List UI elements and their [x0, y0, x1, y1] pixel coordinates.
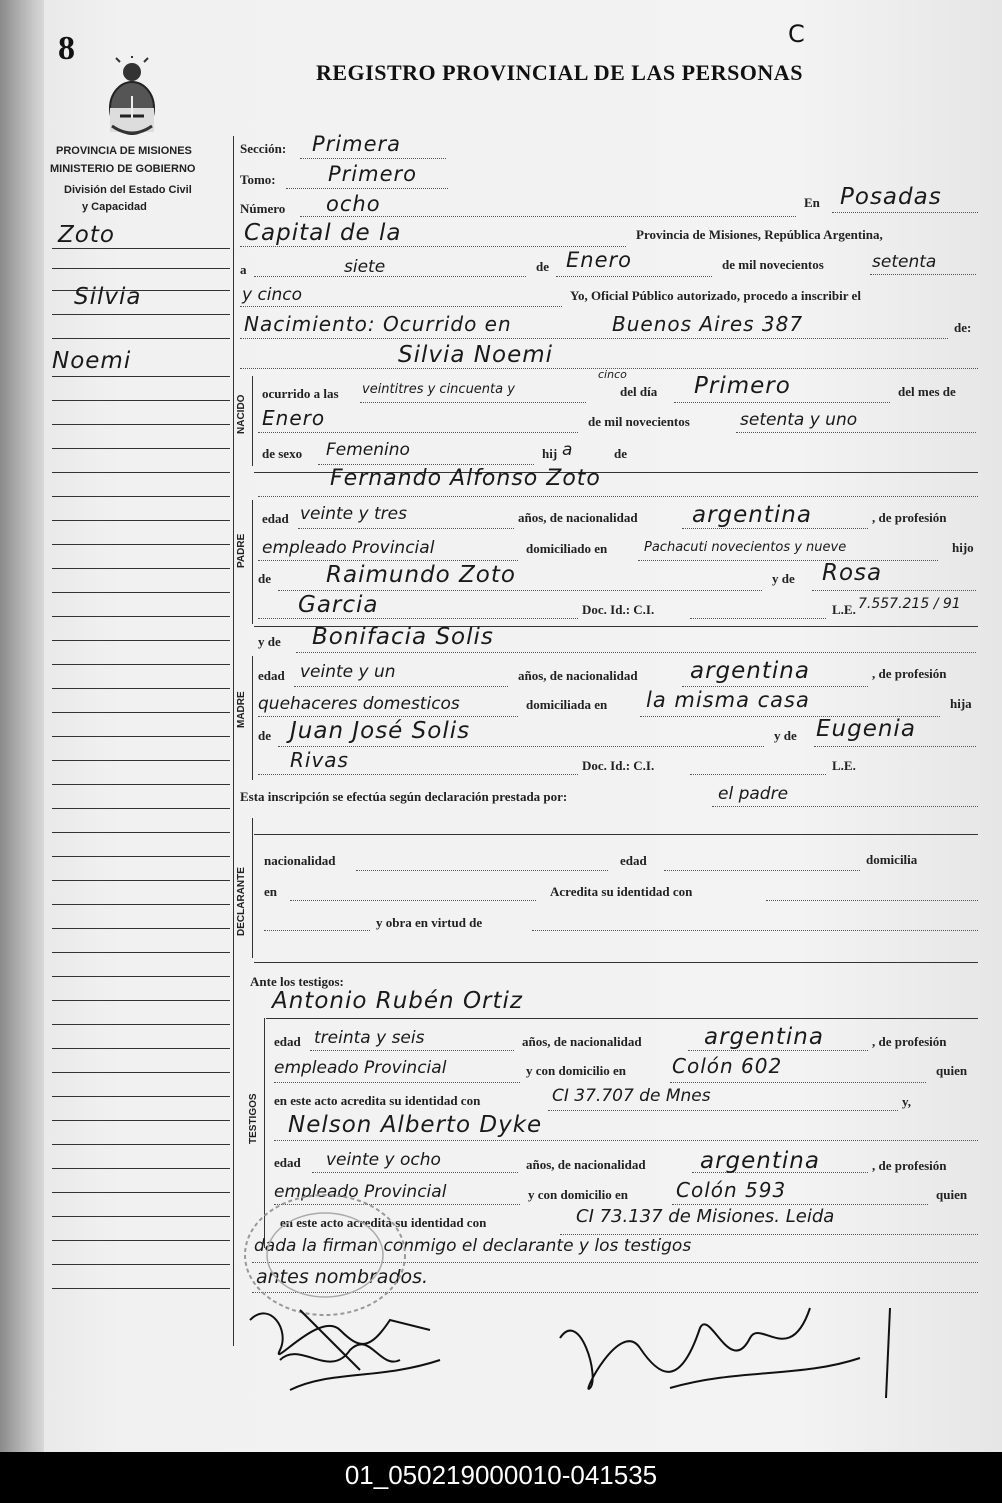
- de-sexo-label: de sexo: [262, 446, 303, 461]
- con-domicilio2-label: y con domicilio en: [528, 1187, 629, 1202]
- doc-id2-label: Doc. Id.: C.I.: [582, 758, 655, 773]
- ante-testigos-label: Ante los testigos:: [250, 974, 344, 989]
- capital-value: Capital de la: [244, 220, 402, 246]
- document-title: REGISTRO PROVINCIAL DE LAS PERSONAS: [316, 60, 803, 85]
- en-value: Posadas: [840, 184, 942, 210]
- obra-label: y obra en virtud de: [376, 915, 483, 930]
- madre-dom-value: la misma casa: [646, 688, 810, 712]
- signature-right: [540, 1288, 900, 1408]
- y-de2-label: y de: [258, 634, 281, 649]
- hora-sup-value: cinco: [598, 368, 627, 381]
- de-profesion-label: , de profesión: [872, 510, 947, 525]
- anio-nac-value: setenta y uno: [740, 410, 858, 430]
- a-value: siete: [344, 257, 386, 277]
- seccion-label: Sección:: [240, 141, 287, 156]
- t1-prof-value: empleado Provincial: [274, 1058, 447, 1078]
- padre-dom-value: Pachacuti novecientos y nueve: [644, 540, 847, 555]
- numero-label: Número: [240, 201, 286, 216]
- de3-label: de: [258, 571, 271, 586]
- ocurrido-label: ocurrido a las: [262, 386, 339, 401]
- edad2-label: edad: [258, 668, 285, 683]
- domiciliado-label: domiciliado en: [526, 541, 608, 556]
- corner-mark: C: [788, 20, 805, 48]
- de-mil-label: de mil novecientos: [722, 257, 824, 272]
- tomo-label: Tomo:: [240, 172, 276, 187]
- en2-label: en: [264, 884, 277, 899]
- anio-value: setenta: [872, 252, 937, 272]
- t1-ci-value: CI 37.707 de Mnes: [552, 1086, 711, 1106]
- hija-label: hija: [950, 696, 972, 711]
- anos-nac2-label: años, de nacionalidad: [518, 668, 638, 683]
- padre-edad-value: veinte y tres: [300, 504, 407, 524]
- seccion-value: Primera: [312, 132, 402, 156]
- t1-dom-value: Colón 602: [672, 1054, 783, 1078]
- de4-label: de: [258, 728, 271, 743]
- de2-label: de: [614, 446, 627, 461]
- abuela-value: Rosa: [822, 560, 883, 586]
- margin-first-name: Silvia: [74, 284, 142, 310]
- hij-suffix-value: a: [562, 440, 573, 460]
- signature-left: [240, 1290, 470, 1410]
- y-label: y,: [902, 1094, 912, 1109]
- acredita3-label: en este acto acredita su identidad con: [280, 1215, 487, 1230]
- madre-prof-value: quehaceres domesticos: [258, 694, 460, 714]
- cierre2-value: antes nombrados.: [256, 1266, 429, 1288]
- testigo2-value: Nelson Alberto Dyke: [288, 1112, 543, 1138]
- t2-nac-value: argentina: [700, 1148, 820, 1174]
- t1-nac-value: argentina: [704, 1024, 824, 1050]
- abuela-m-value: Eugenia: [816, 716, 916, 742]
- nombre-value: Silvia Noemi: [398, 342, 554, 368]
- de-mil2-label: de mil novecientos: [588, 414, 690, 429]
- sexo-value: Femenino: [326, 440, 410, 460]
- y-de-label: y de: [772, 571, 795, 586]
- office-line-1: PROVINCIA DE MISIONES: [56, 145, 192, 157]
- padre-le-value: 7.557.215 / 91: [858, 596, 961, 612]
- book-spine: [0, 0, 44, 1452]
- dia-value: Primero: [694, 373, 791, 399]
- hora-value: veintitres y cincuenta y: [362, 382, 515, 397]
- y-de3-label: y de: [774, 728, 797, 743]
- a-label: a: [240, 262, 247, 277]
- padre-nac-value: argentina: [692, 502, 812, 528]
- anos-nac4-label: años, de nacionalidad: [526, 1157, 646, 1172]
- numero-value: ocho: [326, 192, 381, 216]
- mes-nac-value: Enero: [262, 406, 326, 430]
- domicilia-label: domicilia: [866, 852, 918, 867]
- de-profesion3-label: , de profesión: [872, 1034, 947, 1049]
- de-profesion4-label: , de profesión: [872, 1158, 947, 1173]
- del-dia-label: del día: [620, 384, 658, 399]
- declarante-value: el padre: [718, 784, 789, 804]
- hij-label: hij: [542, 446, 558, 461]
- abuelo-value: Raimundo Zoto: [326, 562, 516, 588]
- inscripcion-label: Esta inscripción se efectúa según declaración prestada por:: [240, 789, 568, 804]
- tipo-value: Nacimiento: Ocurrido en: [244, 312, 512, 336]
- padre-name-value: Fernando Alfonso Zoto: [330, 466, 601, 491]
- le2-label: L.E.: [832, 758, 856, 773]
- edad5-label: edad: [274, 1155, 301, 1170]
- madre-nac-value: argentina: [690, 658, 810, 684]
- coat-of-arms-icon: [106, 56, 158, 140]
- main-frame-line: [233, 136, 234, 1346]
- edad4-label: edad: [274, 1034, 301, 1049]
- abuelo-m-value: Juan José Solis: [290, 718, 471, 744]
- anos-nac-label: años, de nacionalidad: [518, 510, 638, 525]
- anio2-value: y cinco: [242, 285, 303, 305]
- quien2-label: quien: [936, 1187, 968, 1202]
- t2-prof-value: empleado Provincial: [274, 1182, 447, 1202]
- mes-value: Enero: [566, 248, 632, 272]
- t2-ci-value: CI 73.137 de Misiones. Leida: [576, 1206, 835, 1227]
- le-label: L.E.: [832, 602, 856, 617]
- padre-prof-value: empleado Provincial: [262, 538, 435, 558]
- margin-middle-name: Noemi: [52, 348, 132, 374]
- tomo-value: Primero: [328, 162, 417, 186]
- testigo1-value: Antonio Rubén Ortiz: [272, 988, 523, 1014]
- page-number: 8: [58, 30, 75, 67]
- tab-nacido: NACIDO: [236, 394, 247, 434]
- edad-label: edad: [262, 511, 289, 526]
- abuela2-value: Garcia: [298, 592, 379, 618]
- tab-testigos: TESTIGOS: [248, 1093, 259, 1144]
- t1-edad-value: treinta y seis: [314, 1028, 425, 1048]
- office-line-2: MINISTERIO DE GOBIERNO: [50, 163, 196, 175]
- office-line-3: División del Estado Civil: [64, 184, 192, 196]
- lugar-value: Buenos Aires 387: [612, 312, 804, 336]
- margin-surname: Zoto: [58, 222, 115, 248]
- madre-name-value: Bonifacia Solis: [312, 624, 494, 650]
- en-label: En: [804, 195, 820, 210]
- quien-label: quien: [936, 1063, 968, 1078]
- t2-dom-value: Colón 593: [676, 1178, 787, 1202]
- abuela-m2-value: Rivas: [290, 748, 349, 772]
- del-mes-label: del mes de: [898, 384, 956, 399]
- edad3-label: edad: [620, 853, 647, 868]
- yo-label: Yo, Oficial Público autorizado, procedo a inscribir el: [570, 288, 861, 303]
- anos-nac3-label: años, de nacionalidad: [522, 1034, 642, 1049]
- de-colon-label: de:: [954, 320, 972, 335]
- con-domicilio-label: y con domicilio en: [526, 1063, 627, 1078]
- acredita2-label: en este acto acredita su identidad con: [274, 1093, 481, 1108]
- acredita-label: Acredita su identidad con: [550, 884, 693, 899]
- tab-padre: PADRE: [236, 533, 247, 568]
- madre-edad-value: veinte y un: [300, 662, 396, 682]
- cierre1-value: dada la firman conmigo el declarante y los testigos: [254, 1236, 692, 1256]
- doc-id-label: Doc. Id.: C.I.: [582, 602, 655, 617]
- nacionalidad-label: nacionalidad: [264, 853, 336, 868]
- office-line-4: y Capacidad: [82, 201, 147, 213]
- document-code: 01_050219000010-041535: [0, 1452, 1002, 1503]
- de-profesion2-label: , de profesión: [872, 666, 947, 681]
- hijo-label: hijo: [952, 540, 974, 555]
- tab-declarante: DECLARANTE: [236, 867, 247, 936]
- de-label: de: [536, 259, 549, 274]
- domiciliada-label: domiciliada en: [526, 697, 608, 712]
- tab-madre: MADRE: [236, 691, 247, 728]
- provincia-label: Provincia de Misiones, República Argentina,: [636, 227, 883, 242]
- t2-edad-value: veinte y ocho: [326, 1150, 441, 1170]
